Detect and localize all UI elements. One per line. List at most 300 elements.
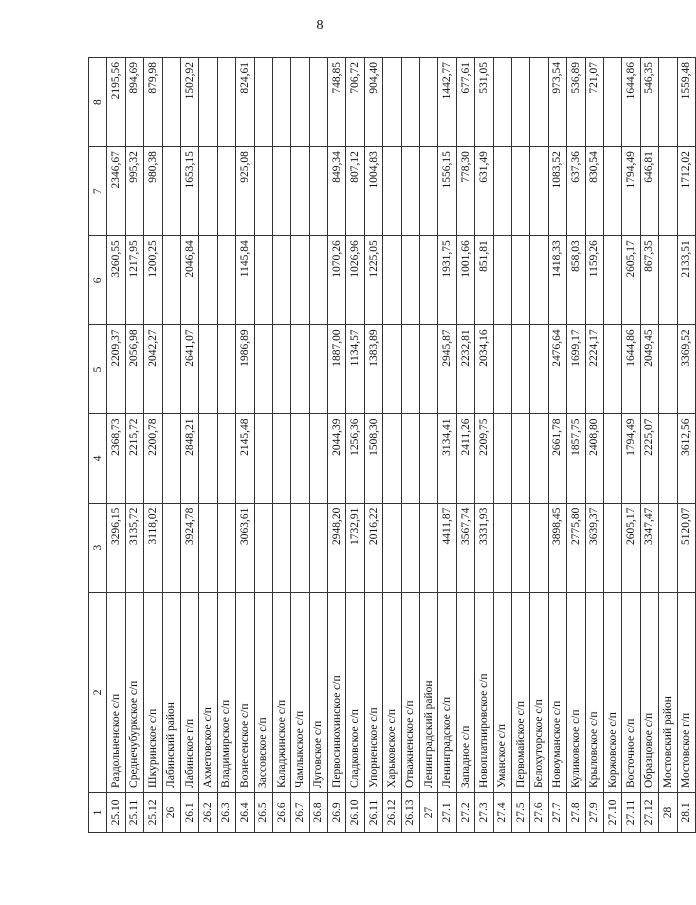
value-cell: 2056,98 xyxy=(125,325,143,414)
value-cell xyxy=(383,58,401,147)
value-cell: 973,54 xyxy=(548,58,566,147)
table-row xyxy=(493,58,511,833)
value-cell xyxy=(254,414,272,503)
value-cell: 1418,33 xyxy=(548,236,566,325)
table-row xyxy=(199,58,217,833)
value-cell xyxy=(291,236,309,325)
data-table-rotated xyxy=(88,57,693,833)
column-header-5: 5 xyxy=(89,325,107,414)
value-cell xyxy=(659,414,677,503)
table-row xyxy=(272,58,290,833)
settlement-name-cell: Среднечубуркское с/п xyxy=(125,592,143,792)
row-code-cell: 26.13 xyxy=(401,792,419,832)
value-cell xyxy=(291,503,309,592)
table-row xyxy=(401,58,419,833)
value-cell: 1732,91 xyxy=(346,503,364,592)
value-cell xyxy=(603,503,621,592)
table-row xyxy=(346,58,364,833)
value-cell: 3639,37 xyxy=(585,503,603,592)
value-cell: 2049,45 xyxy=(640,325,658,414)
value-cell xyxy=(401,236,419,325)
value-cell: 2044,39 xyxy=(328,414,346,503)
value-cell xyxy=(401,58,419,147)
settlement-name-cell: Мостовский район xyxy=(659,592,677,792)
value-cell xyxy=(272,236,290,325)
value-cell xyxy=(603,414,621,503)
value-cell xyxy=(199,147,217,236)
value-cell xyxy=(272,147,290,236)
value-cell xyxy=(401,414,419,503)
value-cell: 2605,17 xyxy=(622,236,640,325)
row-code-cell: 27.7 xyxy=(548,792,566,832)
value-cell: 2046,84 xyxy=(180,236,198,325)
value-cell: 2641,07 xyxy=(180,325,198,414)
value-cell: 1887,00 xyxy=(328,325,346,414)
value-cell: 2016,22 xyxy=(364,503,382,592)
value-cell: 637,36 xyxy=(567,147,585,236)
row-code-cell: 27.2 xyxy=(456,792,474,832)
value-cell: 2145,48 xyxy=(236,414,254,503)
value-cell: 2948,20 xyxy=(328,503,346,592)
value-cell: 1644,86 xyxy=(622,58,640,147)
value-cell: 925,08 xyxy=(236,147,254,236)
value-cell: 2224,17 xyxy=(585,325,603,414)
value-cell xyxy=(530,236,548,325)
settlement-name-cell: Новоуманское с/п xyxy=(548,592,566,792)
value-cell xyxy=(217,503,235,592)
row-code-cell: 27 xyxy=(420,792,438,832)
row-code-cell: 27.5 xyxy=(511,792,529,832)
value-cell: 2215,72 xyxy=(125,414,143,503)
settlement-name-cell: Восточное с/п xyxy=(622,592,640,792)
value-cell: 3134,41 xyxy=(438,414,456,503)
value-cell xyxy=(272,503,290,592)
settlement-name-cell: Упорненское с/п xyxy=(364,592,382,792)
table-row xyxy=(438,58,456,833)
settlement-name-cell: Западное с/п xyxy=(456,592,474,792)
value-cell xyxy=(493,236,511,325)
value-cell xyxy=(530,414,548,503)
value-cell: 2848,21 xyxy=(180,414,198,503)
value-cell: 1699,17 xyxy=(567,325,585,414)
row-code-cell: 27.6 xyxy=(530,792,548,832)
settlement-name-cell: Крыловское с/п xyxy=(585,592,603,792)
value-cell: 2346,67 xyxy=(107,147,125,236)
value-cell: 2368,73 xyxy=(107,414,125,503)
value-cell: 2195,56 xyxy=(107,58,125,147)
value-cell: 631,49 xyxy=(475,147,493,236)
settlement-name-cell: Первомайское с/п xyxy=(511,592,529,792)
row-code-cell: 25.12 xyxy=(144,792,162,832)
row-code-cell: 27.12 xyxy=(640,792,658,832)
value-cell: 3347,47 xyxy=(640,503,658,592)
value-cell: 849,34 xyxy=(328,147,346,236)
table-row xyxy=(456,58,474,833)
settlement-name-cell: Раздольненское с/п xyxy=(107,592,125,792)
value-cell: 1256,36 xyxy=(346,414,364,503)
settlement-name-cell: Владимирское с/п xyxy=(217,592,235,792)
value-cell: 546,35 xyxy=(640,58,658,147)
value-cell: 1857,75 xyxy=(567,414,585,503)
value-cell xyxy=(511,325,529,414)
value-cell xyxy=(420,414,438,503)
value-cell xyxy=(493,325,511,414)
value-cell: 1200,25 xyxy=(144,236,162,325)
value-cell: 721,07 xyxy=(585,58,603,147)
value-cell xyxy=(603,236,621,325)
value-cell xyxy=(530,147,548,236)
settlement-name-cell: Ленинградское с/п xyxy=(438,592,456,792)
value-cell: 2945,87 xyxy=(438,325,456,414)
value-cell xyxy=(493,58,511,147)
value-cell: 1083,52 xyxy=(548,147,566,236)
row-code-cell: 27.4 xyxy=(493,792,511,832)
table-row xyxy=(107,58,125,833)
settlement-name-cell: Шкуринское с/п xyxy=(144,592,162,792)
value-cell xyxy=(291,147,309,236)
column-header-2: 2 xyxy=(89,592,107,792)
value-cell: 1502,92 xyxy=(180,58,198,147)
value-cell: 706,72 xyxy=(346,58,364,147)
column-header-3: 3 xyxy=(89,503,107,592)
settlement-name-cell: Коржовское с/п xyxy=(603,592,621,792)
table-row xyxy=(180,58,198,833)
value-cell xyxy=(309,236,327,325)
value-cell xyxy=(493,147,511,236)
value-cell xyxy=(383,503,401,592)
value-cell: 858,03 xyxy=(567,236,585,325)
table-row xyxy=(659,58,677,833)
value-cell: 3063,61 xyxy=(236,503,254,592)
settlement-name-cell: Каладжинское с/п xyxy=(272,592,290,792)
row-code-cell: 26.6 xyxy=(272,792,290,832)
row-code-cell: 26.11 xyxy=(364,792,382,832)
value-cell xyxy=(659,236,677,325)
value-cell: 1070,26 xyxy=(328,236,346,325)
value-cell xyxy=(511,58,529,147)
value-cell xyxy=(291,414,309,503)
value-cell: 1556,15 xyxy=(438,147,456,236)
value-cell: 867,35 xyxy=(640,236,658,325)
value-cell: 2232,81 xyxy=(456,325,474,414)
settlement-name-cell: Луговское с/п xyxy=(309,592,327,792)
value-cell xyxy=(603,58,621,147)
value-cell: 1383,89 xyxy=(364,325,382,414)
value-cell: 3924,78 xyxy=(180,503,198,592)
table-row xyxy=(585,58,603,833)
row-code-cell: 28.1 xyxy=(677,792,695,832)
value-cell xyxy=(272,414,290,503)
value-cell xyxy=(254,58,272,147)
settlement-name-cell: Лабинское г/п xyxy=(180,592,198,792)
value-cell xyxy=(603,147,621,236)
row-code-cell: 27.9 xyxy=(585,792,603,832)
row-code-cell: 26 xyxy=(162,792,180,832)
table-row xyxy=(530,58,548,833)
table-row xyxy=(309,58,327,833)
value-cell: 2225,07 xyxy=(640,414,658,503)
value-cell: 1931,75 xyxy=(438,236,456,325)
value-cell: 2605,17 xyxy=(622,503,640,592)
settlement-name-cell: Образцовое с/п xyxy=(640,592,658,792)
row-code-cell: 27.8 xyxy=(567,792,585,832)
value-cell xyxy=(291,325,309,414)
value-cell: 748,85 xyxy=(328,58,346,147)
value-cell xyxy=(309,414,327,503)
value-cell: 2775,80 xyxy=(567,503,585,592)
table-row xyxy=(420,58,438,833)
settlement-name-cell: Вознесенское с/п xyxy=(236,592,254,792)
value-cell: 646,81 xyxy=(640,147,658,236)
value-cell: 3331,93 xyxy=(475,503,493,592)
value-cell: 3260,55 xyxy=(107,236,125,325)
table-row xyxy=(254,58,272,833)
row-code-cell: 27.10 xyxy=(603,792,621,832)
value-cell: 3898,45 xyxy=(548,503,566,592)
value-cell xyxy=(401,325,419,414)
value-cell xyxy=(493,503,511,592)
value-cell xyxy=(254,147,272,236)
value-cell: 2661,78 xyxy=(548,414,566,503)
value-cell: 2476,64 xyxy=(548,325,566,414)
value-cell: 677,61 xyxy=(456,58,474,147)
value-cell xyxy=(199,503,217,592)
value-cell xyxy=(254,236,272,325)
table-row xyxy=(125,58,143,833)
value-cell xyxy=(162,58,180,147)
column-header-1: 1 xyxy=(89,792,107,832)
row-code-cell: 26.7 xyxy=(291,792,309,832)
value-cell: 1644,86 xyxy=(622,325,640,414)
value-cell xyxy=(530,325,548,414)
value-cell: 536,89 xyxy=(567,58,585,147)
value-cell: 1442,77 xyxy=(438,58,456,147)
column-header-4: 4 xyxy=(89,414,107,503)
settlement-name-cell: Сладковское с/п xyxy=(346,592,364,792)
value-cell: 1712,02 xyxy=(677,147,695,236)
value-cell: 1986,89 xyxy=(236,325,254,414)
table-row xyxy=(383,58,401,833)
table-row xyxy=(236,58,254,833)
value-cell xyxy=(217,58,235,147)
row-code-cell: 26.12 xyxy=(383,792,401,832)
value-cell: 894,69 xyxy=(125,58,143,147)
value-cell: 824,61 xyxy=(236,58,254,147)
value-cell xyxy=(511,414,529,503)
settlement-name-cell: Ленинградский район xyxy=(420,592,438,792)
table-row xyxy=(640,58,658,833)
value-cell: 980,38 xyxy=(144,147,162,236)
settlement-name-cell: Мостовское г/п xyxy=(677,592,695,792)
value-cell: 1794,49 xyxy=(622,147,640,236)
value-cell xyxy=(272,58,290,147)
value-cell xyxy=(272,325,290,414)
value-cell: 1559,48 xyxy=(677,58,695,147)
value-cell: 778,30 xyxy=(456,147,474,236)
settlement-name-cell: Харьковское с/п xyxy=(383,592,401,792)
value-cell: 2042,27 xyxy=(144,325,162,414)
value-cell: 1508,30 xyxy=(364,414,382,503)
column-header-6: 6 xyxy=(89,236,107,325)
value-cell xyxy=(420,503,438,592)
value-cell xyxy=(530,58,548,147)
value-cell xyxy=(199,325,217,414)
value-cell xyxy=(199,58,217,147)
value-cell xyxy=(254,325,272,414)
table-header-row xyxy=(89,58,107,833)
value-cell: 2209,75 xyxy=(475,414,493,503)
value-cell: 2200,78 xyxy=(144,414,162,503)
row-code-cell: 26.2 xyxy=(199,792,217,832)
row-code-cell: 27.1 xyxy=(438,792,456,832)
value-cell xyxy=(383,325,401,414)
value-cell: 2408,80 xyxy=(585,414,603,503)
value-cell xyxy=(383,236,401,325)
value-cell xyxy=(162,503,180,592)
settlement-name-cell: Первосинюхинское с/п xyxy=(328,592,346,792)
value-cell xyxy=(659,147,677,236)
settlement-name-cell: Ахметовское с/п xyxy=(199,592,217,792)
value-cell: 5120,07 xyxy=(677,503,695,592)
value-cell xyxy=(401,503,419,592)
data-table xyxy=(88,57,696,833)
settlement-name-cell: Новоплатнировское с/п xyxy=(475,592,493,792)
row-code-cell: 26.5 xyxy=(254,792,272,832)
value-cell: 1225,05 xyxy=(364,236,382,325)
value-cell xyxy=(511,147,529,236)
page-number: 8 xyxy=(316,18,324,33)
value-cell: 2209,37 xyxy=(107,325,125,414)
value-cell xyxy=(254,503,272,592)
value-cell xyxy=(659,58,677,147)
table-row xyxy=(677,58,695,833)
value-cell: 531,05 xyxy=(475,58,493,147)
value-cell: 3296,15 xyxy=(107,503,125,592)
value-cell xyxy=(383,147,401,236)
value-cell: 2133,51 xyxy=(677,236,695,325)
value-cell: 851,81 xyxy=(475,236,493,325)
value-cell: 1145,84 xyxy=(236,236,254,325)
table-row xyxy=(364,58,382,833)
value-cell: 807,12 xyxy=(346,147,364,236)
row-code-cell: 26.10 xyxy=(346,792,364,832)
value-cell: 995,32 xyxy=(125,147,143,236)
value-cell xyxy=(199,236,217,325)
table-row xyxy=(144,58,162,833)
table-row xyxy=(567,58,585,833)
row-code-cell: 25.10 xyxy=(107,792,125,832)
value-cell: 1004,83 xyxy=(364,147,382,236)
table-body xyxy=(107,58,696,833)
value-cell xyxy=(217,147,235,236)
value-cell xyxy=(493,414,511,503)
value-cell xyxy=(511,236,529,325)
value-cell xyxy=(217,236,235,325)
settlement-name-cell: Куликовское с/п xyxy=(567,592,585,792)
row-code-cell: 26.1 xyxy=(180,792,198,832)
value-cell: 4411,87 xyxy=(438,503,456,592)
column-header-7: 7 xyxy=(89,147,107,236)
value-cell xyxy=(309,503,327,592)
row-code-cell: 26.3 xyxy=(217,792,235,832)
table-row xyxy=(622,58,640,833)
value-cell xyxy=(659,503,677,592)
value-cell: 2034,16 xyxy=(475,325,493,414)
settlement-name-cell: Отважненское с/п xyxy=(401,592,419,792)
settlement-name-cell: Зассовское с/п xyxy=(254,592,272,792)
value-cell: 3369,52 xyxy=(677,325,695,414)
column-header-8: 8 xyxy=(89,58,107,147)
value-cell: 1794,49 xyxy=(622,414,640,503)
value-cell xyxy=(217,325,235,414)
table-row xyxy=(162,58,180,833)
value-cell: 1026,96 xyxy=(346,236,364,325)
settlement-name-cell: Белохуторское с/п xyxy=(530,592,548,792)
value-cell xyxy=(659,325,677,414)
table-row xyxy=(291,58,309,833)
value-cell xyxy=(217,414,235,503)
table-row xyxy=(328,58,346,833)
value-cell: 3612,56 xyxy=(677,414,695,503)
settlement-name-cell: Чамлыкское с/п xyxy=(291,592,309,792)
row-code-cell: 26.4 xyxy=(236,792,254,832)
value-cell xyxy=(511,503,529,592)
value-cell: 3135,72 xyxy=(125,503,143,592)
value-cell xyxy=(420,147,438,236)
value-cell xyxy=(309,147,327,236)
table-row xyxy=(511,58,529,833)
value-cell: 2411,26 xyxy=(456,414,474,503)
value-cell: 3567,74 xyxy=(456,503,474,592)
value-cell xyxy=(420,58,438,147)
row-code-cell: 26.9 xyxy=(328,792,346,832)
row-code-cell: 26.8 xyxy=(309,792,327,832)
row-code-cell: 28 xyxy=(659,792,677,832)
row-code-cell: 25.11 xyxy=(125,792,143,832)
value-cell xyxy=(199,414,217,503)
value-cell xyxy=(420,236,438,325)
value-cell xyxy=(603,325,621,414)
table-row xyxy=(217,58,235,833)
value-cell xyxy=(162,236,180,325)
value-cell: 1001,66 xyxy=(456,236,474,325)
value-cell: 1217,95 xyxy=(125,236,143,325)
value-cell: 3118,02 xyxy=(144,503,162,592)
value-cell xyxy=(530,503,548,592)
table-row xyxy=(475,58,493,833)
table-row xyxy=(603,58,621,833)
value-cell: 879,98 xyxy=(144,58,162,147)
settlement-name-cell: Лабинский район xyxy=(162,592,180,792)
value-cell: 1653,15 xyxy=(180,147,198,236)
value-cell: 904,40 xyxy=(364,58,382,147)
value-cell xyxy=(309,58,327,147)
value-cell xyxy=(383,414,401,503)
value-cell: 830,54 xyxy=(585,147,603,236)
row-code-cell: 27.11 xyxy=(622,792,640,832)
value-cell xyxy=(162,147,180,236)
value-cell xyxy=(420,325,438,414)
value-cell xyxy=(291,58,309,147)
value-cell xyxy=(309,325,327,414)
settlement-name-cell: Уманское с/п xyxy=(493,592,511,792)
value-cell xyxy=(401,147,419,236)
value-cell xyxy=(162,414,180,503)
table-row xyxy=(548,58,566,833)
value-cell: 1159,26 xyxy=(585,236,603,325)
value-cell xyxy=(162,325,180,414)
row-code-cell: 27.3 xyxy=(475,792,493,832)
